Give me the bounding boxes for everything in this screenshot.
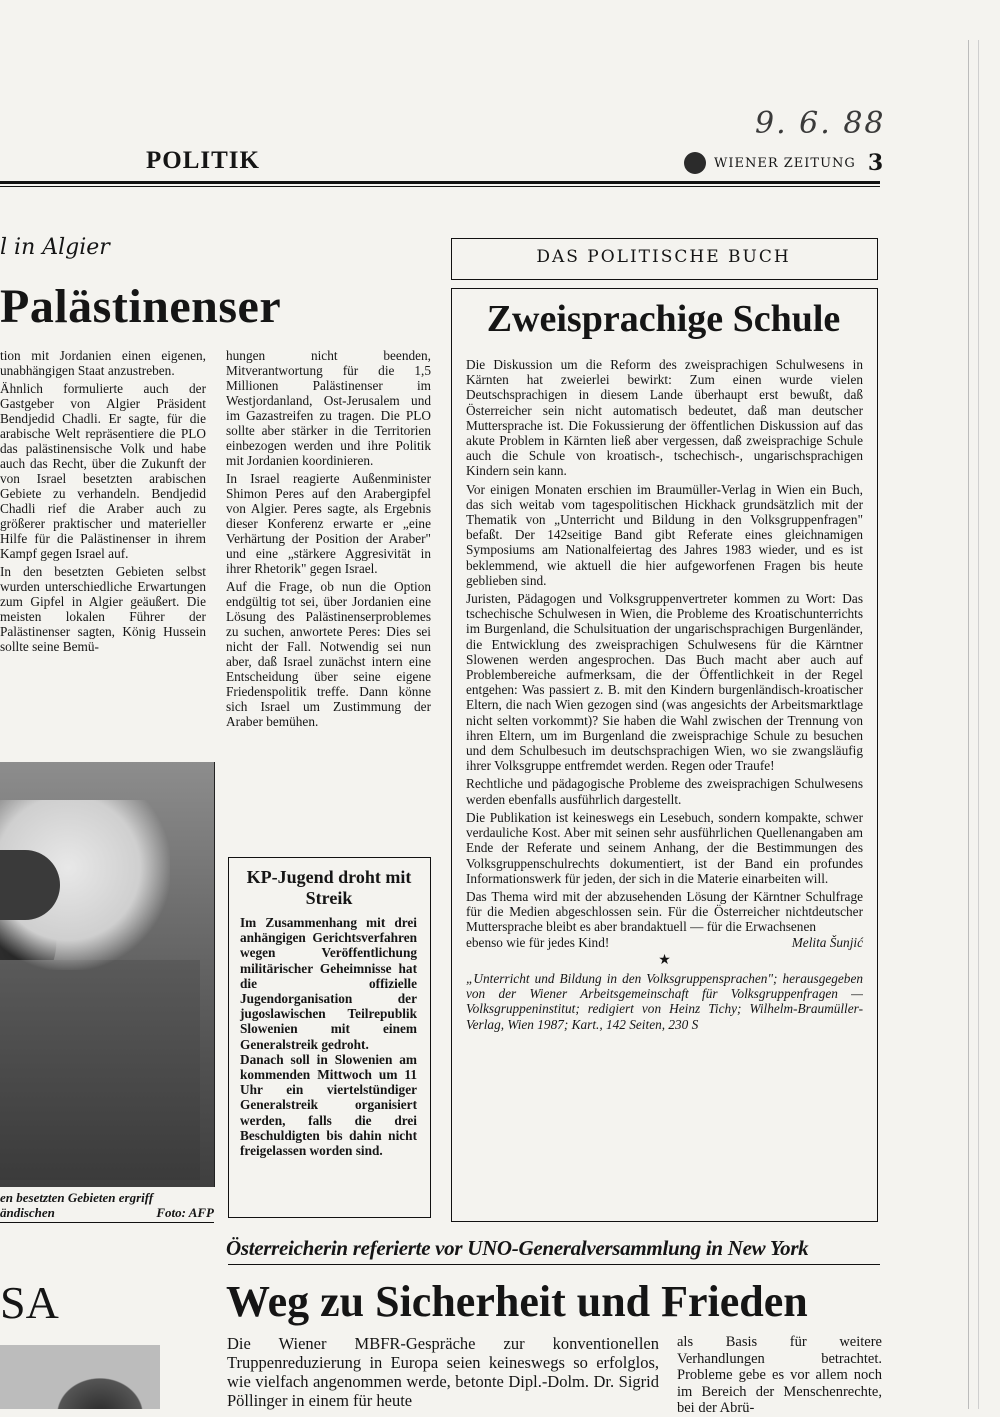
paragraph: In den besetzten Gebieten selbst wurden unterschiedliche Erwartungen zum Gipfel in Algier geäußert. Die meisten lokalen Führer der Palästinenser sagten, König Hussein sollte seine Bemü- bbox=[0, 564, 206, 654]
news-box-body bbox=[240, 915, 417, 1158]
bibliography: „Unterricht und Bildung in den Volksgruppensprachen"; herausgegeben von der Wiener Arbeitsgemeinschaft für Volksgruppenfragen — Volksgruppeninstitut; redigiert von Heinz Tichy; Wilhelm-Braumüller-Verlag, Wien 1987; Kart., 142 Seiten, 230 S bbox=[466, 970, 863, 1032]
header-rule-thin bbox=[0, 186, 880, 187]
closing-last-line: ebenso wie für jedes Kind! bbox=[466, 934, 610, 950]
paragraph: Im Zusammenhang mit drei anhängigen Gerichtsverfahren wegen Veröffentlichung militärischer Geheimnisse hat die offizielle Jugendorganisation der jugoslawischen Teilrepublik Slowenien mit einem Generalstreik gedroht. bbox=[240, 915, 417, 1052]
paragraph: In Israel reagierte Außenminister Shimon Peres auf den Arabergipfel von Algier. Peres sagte, als Ergebnis dieser Konferenz erwarte er „eine Verhärtung der Position der Araber" und eine „stärkere Aggresivität in ihrer Rhetorik" gegen Israel. bbox=[226, 471, 431, 576]
author-name: Melita Šunjić bbox=[791, 934, 863, 950]
crest-icon bbox=[684, 152, 706, 174]
paragraph: Ähnlich formulierte auch der Gastgeber von Algier Präsident Bendjedid Chadli. Er sagte, für die arabische Welt repräsentiere die PLO das palästinensische Volk und habe auch das Recht, über die Zukunft der von Israel besetzten arabischen Gebiete zu verhandeln. Bendjedid Chadli rief die Araber auch zu größerer praktischer und materieller Hilfe für die Palästinenser in ihrem Kampf gegen Israel auf. bbox=[0, 381, 206, 561]
bottom-article-column-2 bbox=[677, 1334, 882, 1417]
paragraph: hungen nicht beenden, Mitverantwortung für die 1,5 Millionen Palästinenser im Westjordanland, Ost-Jerusalem und im Gazastreifen zu tragen. Die PLO sollte aber stärker in die Territorien einbezogen werden und ihre Politik mit Jordanien koordinieren. bbox=[226, 348, 431, 468]
left-headline-fragment: SA bbox=[0, 1277, 59, 1328]
newspaper-name: WIENER ZEITUNG bbox=[714, 155, 856, 171]
paragraph: Juristen, Pädagogen und Volksgruppenvertreter kommen zu Wort: Das tschechische Schulwesen in Wien, die Probleme des Kroatischunterrichts im Burgenland, die Schulsituation der ungarischsprachigen Burgenländer, die Entwicklung des zweisprachigen Schulwesens für die Kärntner Slowenen werden angesprochen. Das Buch macht aber auch auf Problembereiche aufmerksam, die der Öffentlichkeit in der Regel entgehen: Was passiert z. B. mit den Kindern burgenländisch-kroatischer Eltern, die nach Wien gezogen sind (was angesichts der Arbeitsmarktlage nicht selten vorkommt)? Sie haben die Wahl zwischen der Trennung von ihren Eltern, um im Burgenland die zweisprachige Schule zu besuchen und dem Schulbesuch im deutschsprachigen Wien, wo sie zwangsläufig ihrer Volksgruppe entfremdet werden. Regen oder Traufe! bbox=[466, 591, 863, 774]
left-article-headline: Palästinenser bbox=[0, 280, 282, 333]
paragraph: Die Diskussion um die Reform des zweisprachigen Schulwesens in Kärnten hat zweierlei bewirkt: Zum einen wurde vielen Deutschsprachigen in diesem Lande überhaupt erst bewußt, daß Österreicher sein nicht automatisch bedeutet, daß man deutscher Muttersprache ist. Die Fokussierung der öffentlichen Diskussion auf das akute Problem in Kärnten ließ aber vergessen, daß zweisprachige Schule auch die Schule von kroatisch-, tschechisch-, ungarischsprachigen Kindern sein kann. bbox=[466, 357, 863, 479]
bottom-article-headline: Weg zu Sicherheit und Frieden bbox=[226, 1277, 808, 1326]
page-edge-line bbox=[968, 40, 969, 1409]
page-number: 3 bbox=[867, 150, 885, 176]
left-article-kicker: l in Algier bbox=[0, 235, 110, 260]
news-box-title: KP-Jugend droht mit Streik bbox=[246, 867, 412, 908]
paragraph: Rechtliche und pädagogische Probleme des zweisprachigen Schulwesens werden ebenfalls ausführlich dargestellt. bbox=[466, 776, 863, 807]
paragraph: Danach soll in Slowenien am kommenden Mittwoch um 11 Uhr ein viertelstündiger Generalstreik organisiert werden, falls die drei Beschuldigten bis dahin nicht freigelassen worden sind. bbox=[240, 1051, 417, 1159]
book-review-headline: Zweisprachige Schule bbox=[486, 298, 841, 340]
masthead bbox=[684, 150, 884, 176]
header-rule bbox=[0, 181, 880, 184]
rubric-title: DAS POLITISCHE BUCH bbox=[536, 247, 791, 267]
paragraph: Die Publikation ist keineswegs ein Lesebuch, sondern kompakte, schwer verdauliche Kost. Aber mit seinen sehr ausführlichen Quellenangaben am Ende der Referate und seinem Anhang, der die Bestimmungen des Volksgruppenschulrechts dokumentiert, ist der Band ein profundes Informationswerk für jeden, der sich in die Materie einarbeiten will. bbox=[466, 809, 863, 886]
section-title: POLITIK bbox=[146, 147, 260, 174]
left-article-column-1 bbox=[0, 348, 206, 654]
divider bbox=[0, 1222, 214, 1223]
photo-caption bbox=[0, 1190, 214, 1220]
closing-text: Das Thema wird mit der abzusehenden Lösung der Kärntner Schulfrage für die Medien abgeschlossen sein. Für die Österreicher nichtdeutscher Muttersprache bleibt es aber brandaktuell — für die Erwachsenen bbox=[466, 888, 863, 935]
photo-credit: Foto: AFP bbox=[156, 1205, 214, 1220]
star-separator-icon: ★ bbox=[658, 952, 671, 968]
caption-line: ändischen bbox=[0, 1205, 55, 1220]
paragraph: Die Wiener MBFR-Gespräche zur konventionellen Truppenreduzierung in Europa seien keineswegs so erfolglos, wie vielfach angenommen werde, betonte Dipl.-Dolm. Dr. Sigrid Pöllinger in einem für heute bbox=[227, 1334, 659, 1410]
left-article-column-2 bbox=[226, 348, 431, 729]
caption-line: en besetzten Gebieten ergriff bbox=[0, 1190, 154, 1205]
handwritten-date: 9. 6. 88 bbox=[755, 106, 886, 141]
paragraph: Vor einigen Monaten erschien im Braumüller-Verlag in Wien ein Buch, das sich weitab vom tagespolitischen Hickhack grundsätzlich mit der Thematik von „Unterricht und Bildung in den Volksgruppenfragen" befaßt. Der 142seitige Band gibt Referate eines gleichnamigen Symposiums am Nationalfeiertag des Jahres 1983 wieder, und es ist beklemmend, wie aktuell die hier aufgeworfenen Fragen bis heute geblieben sind. bbox=[466, 481, 863, 588]
author-line bbox=[466, 935, 863, 950]
paragraph bbox=[466, 889, 863, 935]
paragraph: tion mit Jordanien einen eigenen, unabhängigen Staat anzustreben. bbox=[0, 348, 206, 378]
paragraph: als Basis für weitere Verhandlungen betrachtet. Probleme gebe es vor allem noch im Bereich der Menschenrechte, bei der Abrü- bbox=[677, 1334, 882, 1416]
paragraph: Auf die Frage, ob nun die Option endgültig tot sei, über Jordanien eine Lösung des Palästinenserproblemes zu suchen, anwortete Peres: Dies sei nicht der Fall. Notwendig sei nun aber, daß Israel zunächst intern eine Entscheidung über seine eigene Friedenspolitik treffe. Dann könne sich Israel um Zustimmung der Araber bemühen. bbox=[226, 579, 431, 729]
bottom-article-column-1 bbox=[227, 1334, 659, 1410]
page-edge-line bbox=[978, 40, 979, 1409]
book-review-body bbox=[466, 357, 863, 1032]
bottom-article-kicker: Österreicherin referierte vor UNO-Generalversammlung in New York bbox=[226, 1236, 809, 1260]
divider bbox=[228, 1264, 880, 1265]
bottom-photo bbox=[0, 1345, 160, 1409]
photo-robe bbox=[0, 960, 200, 1180]
